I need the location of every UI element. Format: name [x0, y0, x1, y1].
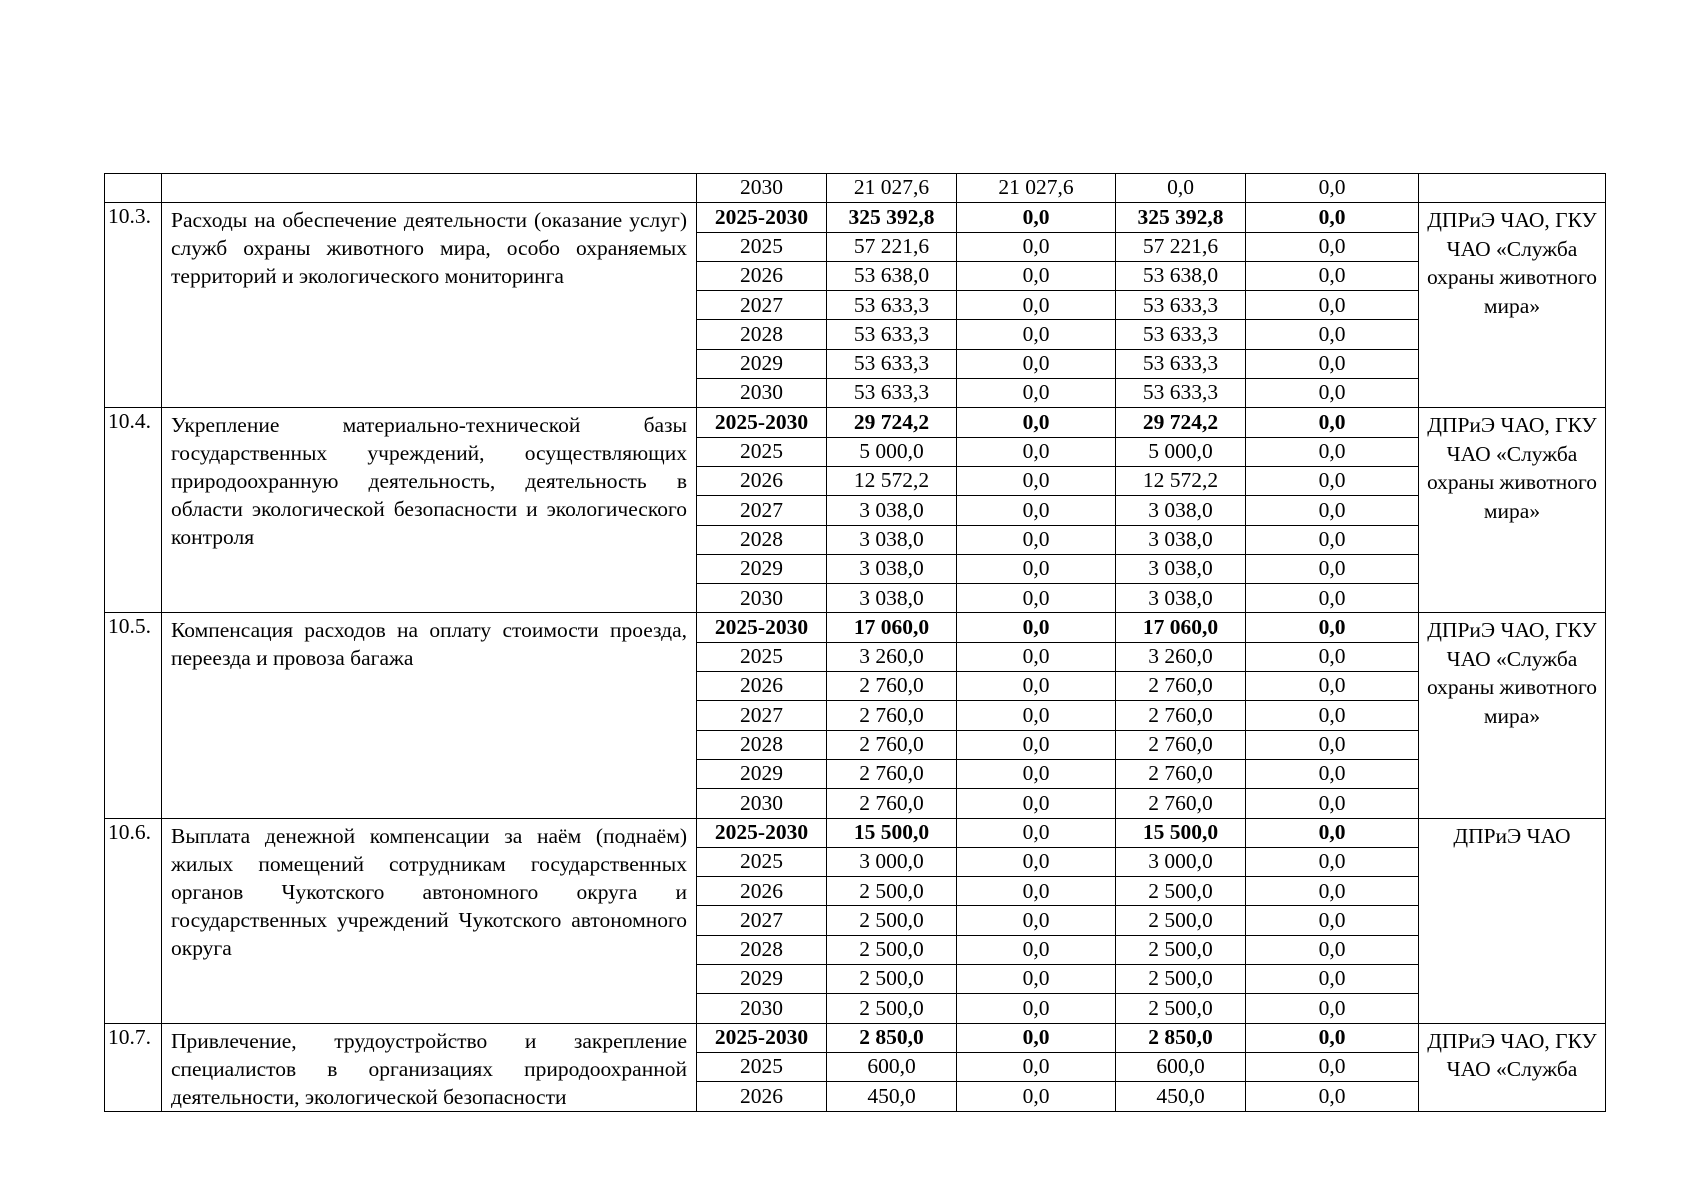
funding-col-b-cell: 2 500,0	[1116, 965, 1246, 994]
funding-col-c-cell: 0,0	[1246, 261, 1419, 290]
year-cell: 2030	[697, 994, 827, 1023]
funding-col-a-cell: 0,0	[957, 1052, 1116, 1081]
description-cell: Компенсация расходов на оплату стоимости проезда, переезда и провоза багажа	[162, 613, 697, 818]
funding-col-c-cell: 0,0	[1246, 730, 1419, 759]
year-cell: 2025-2030	[697, 203, 827, 232]
total-cell: 3 038,0	[827, 554, 957, 583]
row-number-cell: 10.7.	[105, 1023, 162, 1111]
funding-col-a-cell: 0,0	[957, 525, 1116, 554]
row-number-cell: 10.5.	[105, 613, 162, 818]
funding-col-b-cell: 53 633,3	[1116, 349, 1246, 378]
total-cell: 2 500,0	[827, 877, 957, 906]
year-cell: 2027	[697, 906, 827, 935]
funding-col-c-cell: 0,0	[1246, 847, 1419, 876]
total-cell: 53 638,0	[827, 261, 957, 290]
year-cell: 2025-2030	[697, 408, 827, 437]
funding-col-a-cell: 0,0	[957, 349, 1116, 378]
funding-col-b-cell: 2 500,0	[1116, 906, 1246, 935]
funding-col-a-cell: 0,0	[957, 203, 1116, 232]
year-cell: 2025-2030	[697, 613, 827, 642]
funding-col-c-cell: 0,0	[1246, 408, 1419, 437]
funding-col-a-cell: 0,0	[957, 701, 1116, 730]
funding-col-b-cell: 600,0	[1116, 1052, 1246, 1081]
funding-col-b-cell: 2 760,0	[1116, 730, 1246, 759]
funding-col-a-cell: 0,0	[957, 466, 1116, 495]
funding-col-c-cell: 0,0	[1246, 496, 1419, 525]
funding-col-a-cell: 0,0	[957, 789, 1116, 818]
funding-col-a-cell: 0,0	[957, 1082, 1116, 1111]
budget-table	[104, 173, 1606, 1112]
funding-col-a-cell: 0,0	[957, 261, 1116, 290]
total-cell: 2 760,0	[827, 759, 957, 788]
total-cell: 2 760,0	[827, 730, 957, 759]
year-cell: 2030	[697, 174, 827, 203]
table-body	[105, 174, 1606, 1112]
funding-col-a-cell: 0,0	[957, 935, 1116, 964]
funding-col-c-cell: 0,0	[1246, 613, 1419, 642]
total-cell: 12 572,2	[827, 466, 957, 495]
funding-col-c-cell: 0,0	[1246, 1023, 1419, 1052]
description-cell	[162, 174, 697, 203]
total-cell: 600,0	[827, 1052, 957, 1081]
year-cell: 2030	[697, 584, 827, 613]
description-cell: Укрепление материально-технической базы государственных учреждений, осуществляющих природоохранную деятельность, деятельность в области экологической безопасности и экологического контроля	[162, 408, 697, 613]
funding-col-a-cell: 0,0	[957, 408, 1116, 437]
total-cell: 57 221,6	[827, 232, 957, 261]
funding-col-c-cell: 0,0	[1246, 994, 1419, 1023]
funding-col-b-cell: 3 038,0	[1116, 584, 1246, 613]
funding-col-a-cell: 0,0	[957, 642, 1116, 671]
funding-col-a-cell: 0,0	[957, 379, 1116, 408]
funding-col-b-cell: 450,0	[1116, 1082, 1246, 1111]
funding-col-a-cell: 0,0	[957, 320, 1116, 349]
funding-col-c-cell: 0,0	[1246, 965, 1419, 994]
funding-col-b-cell: 2 500,0	[1116, 877, 1246, 906]
funding-col-c-cell: 0,0	[1246, 554, 1419, 583]
funding-col-c-cell: 0,0	[1246, 701, 1419, 730]
total-cell: 53 633,3	[827, 349, 957, 378]
total-cell: 450,0	[827, 1082, 957, 1111]
responsible-cell	[1419, 174, 1606, 203]
funding-col-c-cell: 0,0	[1246, 759, 1419, 788]
funding-col-c-cell: 0,0	[1246, 203, 1419, 232]
funding-col-b-cell: 53 633,3	[1116, 291, 1246, 320]
total-cell: 2 500,0	[827, 994, 957, 1023]
funding-col-a-cell: 0,0	[957, 847, 1116, 876]
funding-col-a-cell: 0,0	[957, 291, 1116, 320]
total-cell: 2 500,0	[827, 965, 957, 994]
funding-col-c-cell: 0,0	[1246, 818, 1419, 847]
funding-col-b-cell: 17 060,0	[1116, 613, 1246, 642]
table-row	[105, 174, 1606, 203]
funding-col-a-cell: 0,0	[957, 496, 1116, 525]
total-cell: 5 000,0	[827, 437, 957, 466]
year-cell: 2027	[697, 496, 827, 525]
total-cell: 17 060,0	[827, 613, 957, 642]
funding-col-a-cell: 0,0	[957, 232, 1116, 261]
section-summary-row	[105, 818, 1606, 847]
total-cell: 325 392,8	[827, 203, 957, 232]
funding-col-c-cell: 0,0	[1246, 672, 1419, 701]
year-cell: 2025	[697, 232, 827, 261]
funding-col-c-cell: 0,0	[1246, 174, 1419, 203]
funding-col-a-cell: 0,0	[957, 584, 1116, 613]
year-cell: 2028	[697, 525, 827, 554]
funding-col-b-cell: 3 038,0	[1116, 496, 1246, 525]
funding-col-c-cell: 0,0	[1246, 379, 1419, 408]
year-cell: 2029	[697, 554, 827, 583]
year-cell: 2025-2030	[697, 818, 827, 847]
funding-col-b-cell: 2 760,0	[1116, 759, 1246, 788]
year-cell: 2029	[697, 349, 827, 378]
year-cell: 2027	[697, 291, 827, 320]
responsible-cell: ДПРиЭ ЧАО, ГКУ ЧАО «Служба охраны животного мира»	[1419, 613, 1606, 818]
funding-col-b-cell: 53 638,0	[1116, 261, 1246, 290]
funding-col-a-cell: 0,0	[957, 613, 1116, 642]
total-cell: 2 760,0	[827, 789, 957, 818]
funding-col-c-cell: 0,0	[1246, 525, 1419, 554]
funding-col-b-cell: 15 500,0	[1116, 818, 1246, 847]
funding-col-c-cell: 0,0	[1246, 789, 1419, 818]
funding-col-a-cell: 0,0	[957, 994, 1116, 1023]
funding-col-b-cell: 5 000,0	[1116, 437, 1246, 466]
total-cell: 53 633,3	[827, 320, 957, 349]
funding-col-b-cell: 53 633,3	[1116, 320, 1246, 349]
year-cell: 2028	[697, 320, 827, 349]
year-cell: 2027	[697, 701, 827, 730]
funding-col-a-cell: 0,0	[957, 906, 1116, 935]
total-cell: 2 760,0	[827, 672, 957, 701]
funding-col-c-cell: 0,0	[1246, 320, 1419, 349]
year-cell: 2025	[697, 1052, 827, 1081]
description-cell: Привлечение, трудоустройство и закрепление специалистов в организациях природоохранной деятельности, экологической безопасности	[162, 1023, 697, 1111]
total-cell: 3 260,0	[827, 642, 957, 671]
total-cell: 3 038,0	[827, 525, 957, 554]
funding-col-b-cell: 29 724,2	[1116, 408, 1246, 437]
section-summary-row	[105, 613, 1606, 642]
description-cell: Выплата денежной компенсации за наём (поднаём) жилых помещений сотрудникам государственных органов Чукотского автономного округа и государственных учреждений Чукотского автономного округа	[162, 818, 697, 1023]
funding-col-c-cell: 0,0	[1246, 906, 1419, 935]
year-cell: 2025	[697, 642, 827, 671]
funding-col-c-cell: 0,0	[1246, 642, 1419, 671]
funding-col-a-cell: 0,0	[957, 1023, 1116, 1052]
funding-col-a-cell: 0,0	[957, 965, 1116, 994]
row-number-cell: 10.3.	[105, 203, 162, 408]
funding-col-b-cell: 3 038,0	[1116, 525, 1246, 554]
funding-col-c-cell: 0,0	[1246, 1052, 1419, 1081]
year-cell: 2025-2030	[697, 1023, 827, 1052]
responsible-cell: ДПРиЭ ЧАО, ГКУ ЧАО «Служба охраны животного мира»	[1419, 408, 1606, 613]
funding-col-c-cell: 0,0	[1246, 437, 1419, 466]
funding-col-b-cell: 53 633,3	[1116, 379, 1246, 408]
total-cell: 3 038,0	[827, 584, 957, 613]
year-cell: 2025	[697, 847, 827, 876]
funding-col-a-cell: 0,0	[957, 877, 1116, 906]
total-cell: 2 850,0	[827, 1023, 957, 1052]
total-cell: 2 500,0	[827, 935, 957, 964]
funding-col-b-cell: 2 500,0	[1116, 994, 1246, 1023]
year-cell: 2030	[697, 789, 827, 818]
total-cell: 21 027,6	[827, 174, 957, 203]
year-cell: 2030	[697, 379, 827, 408]
funding-col-c-cell: 0,0	[1246, 349, 1419, 378]
funding-col-c-cell: 0,0	[1246, 877, 1419, 906]
section-summary-row	[105, 1023, 1606, 1052]
total-cell: 2 760,0	[827, 701, 957, 730]
funding-col-b-cell: 2 760,0	[1116, 672, 1246, 701]
year-cell: 2028	[697, 730, 827, 759]
year-cell: 2028	[697, 935, 827, 964]
funding-col-a-cell: 0,0	[957, 437, 1116, 466]
row-number-cell	[105, 174, 162, 203]
funding-col-a-cell: 0,0	[957, 759, 1116, 788]
section-summary-row	[105, 408, 1606, 437]
responsible-cell: ДПРиЭ ЧАО, ГКУ ЧАО «Служба	[1419, 1023, 1606, 1111]
year-cell: 2026	[697, 466, 827, 495]
total-cell: 29 724,2	[827, 408, 957, 437]
row-number-cell: 10.6.	[105, 818, 162, 1023]
total-cell: 15 500,0	[827, 818, 957, 847]
funding-col-b-cell: 3 000,0	[1116, 847, 1246, 876]
total-cell: 2 500,0	[827, 906, 957, 935]
funding-col-b-cell: 0,0	[1116, 174, 1246, 203]
total-cell: 3 038,0	[827, 496, 957, 525]
year-cell: 2029	[697, 759, 827, 788]
funding-col-b-cell: 3 038,0	[1116, 554, 1246, 583]
funding-col-c-cell: 0,0	[1246, 291, 1419, 320]
row-number-cell: 10.4.	[105, 408, 162, 613]
year-cell: 2026	[697, 672, 827, 701]
total-cell: 53 633,3	[827, 379, 957, 408]
funding-col-b-cell: 2 500,0	[1116, 935, 1246, 964]
funding-col-b-cell: 12 572,2	[1116, 466, 1246, 495]
year-cell: 2025	[697, 437, 827, 466]
funding-col-b-cell: 3 260,0	[1116, 642, 1246, 671]
responsible-cell: ДПРиЭ ЧАО, ГКУ ЧАО «Служба охраны животного мира»	[1419, 203, 1606, 408]
funding-col-b-cell: 57 221,6	[1116, 232, 1246, 261]
funding-col-b-cell: 2 850,0	[1116, 1023, 1246, 1052]
funding-col-c-cell: 0,0	[1246, 466, 1419, 495]
funding-col-a-cell: 0,0	[957, 672, 1116, 701]
year-cell: 2026	[697, 261, 827, 290]
funding-col-b-cell: 325 392,8	[1116, 203, 1246, 232]
responsible-cell: ДПРиЭ ЧАО	[1419, 818, 1606, 1023]
description-cell: Расходы на обеспечение деятельности (оказание услуг) служб охраны животного мира, особо охраняемых территорий и экологического мониторинга	[162, 203, 697, 408]
funding-col-a-cell: 0,0	[957, 818, 1116, 847]
funding-col-b-cell: 2 760,0	[1116, 789, 1246, 818]
total-cell: 53 633,3	[827, 291, 957, 320]
total-cell: 3 000,0	[827, 847, 957, 876]
funding-col-a-cell: 21 027,6	[957, 174, 1116, 203]
funding-col-c-cell: 0,0	[1246, 935, 1419, 964]
year-cell: 2026	[697, 1082, 827, 1111]
funding-col-c-cell: 0,0	[1246, 1082, 1419, 1111]
year-cell: 2029	[697, 965, 827, 994]
funding-col-a-cell: 0,0	[957, 554, 1116, 583]
funding-col-c-cell: 0,0	[1246, 584, 1419, 613]
funding-col-a-cell: 0,0	[957, 730, 1116, 759]
funding-col-c-cell: 0,0	[1246, 232, 1419, 261]
year-cell: 2026	[697, 877, 827, 906]
section-summary-row	[105, 203, 1606, 232]
funding-col-b-cell: 2 760,0	[1116, 701, 1246, 730]
